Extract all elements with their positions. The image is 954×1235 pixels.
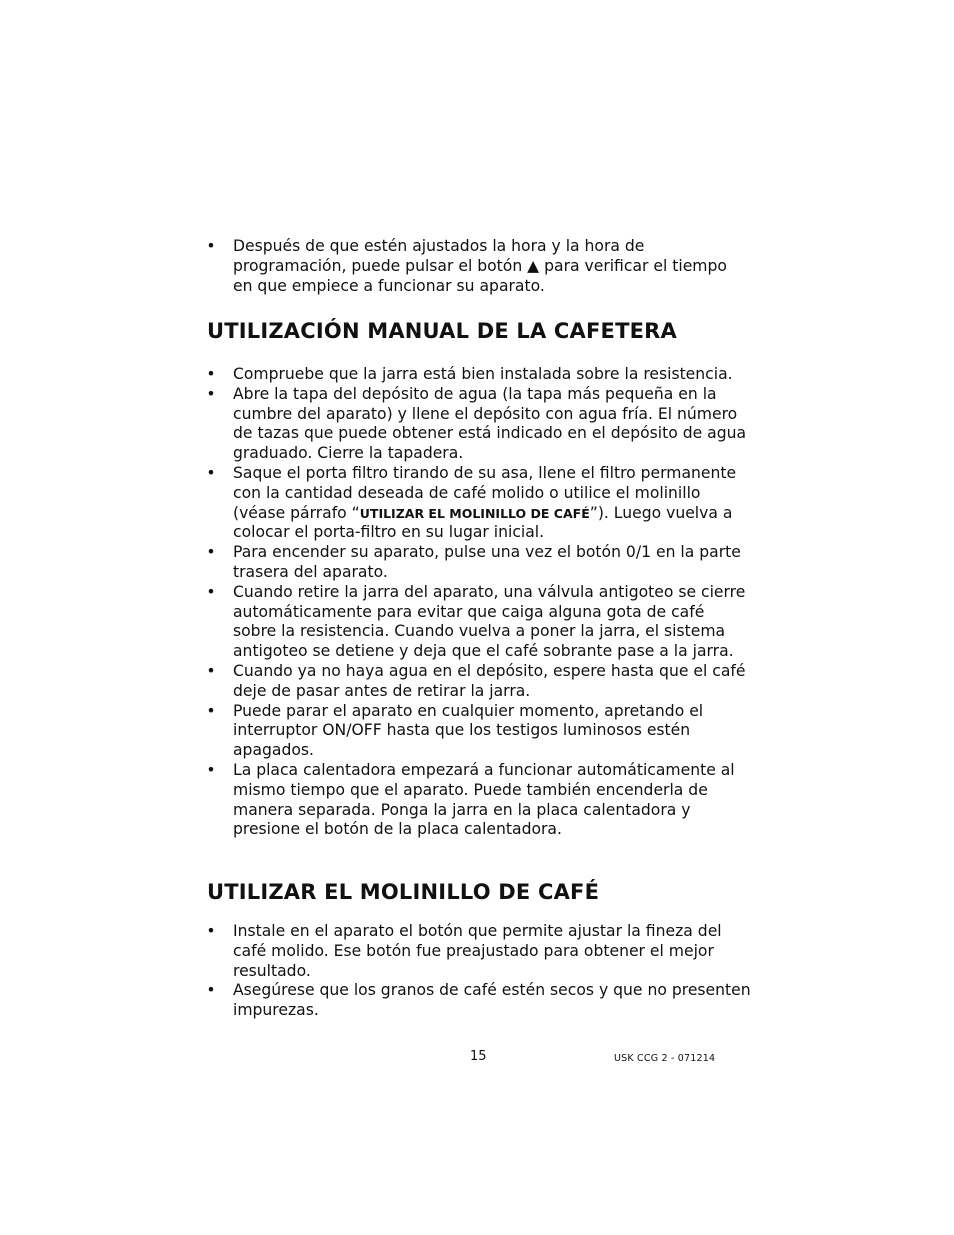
- document-code: USK CCG 2 - 071214: [614, 1053, 716, 1064]
- list-item: • Cuando retire la jarra del aparato, una válvula antigoteo se cierre automáticamente para evitar que caiga alguna gota de café sobre la resistencia. Cuando vuelva a poner la jarra, el sistema antigoteo se detiene y deja que el café sobrante pase a la jarra.: [206, 582, 746, 661]
- list-item: • Asegúrese que los granos de café estén secos y que no presenten impurezas.: [206, 981, 751, 1020]
- page-number: 15: [470, 1049, 487, 1064]
- section-reference: UTILIZAR EL MOLINILLO DE CAFÉ: [359, 505, 590, 521]
- list-item: • Cuando ya no haya agua en el depósito, espere hasta que el café deje de pasar antes de retirar la jarra.: [206, 661, 746, 700]
- list-item: • La placa calentadora empezará a funcionar automáticamente al mismo tiempo que el aparato. Puede también encenderla de manera separada. Ponga la jarra en la placa calentadora y presione el botón de la placa calentadora.: [206, 760, 735, 839]
- manual-use-list: [206, 365, 751, 840]
- list-item: • Compruebe que la jarra está bien instalada sobre la resistencia.: [206, 365, 733, 383]
- list-item: • Saque el porta filtro tirando de su asa, llene el filtro permanente con la cantidad deseada de café molido o utilice el molinillo (véase párrafo “UTILIZAR EL MOLINILLO DE CAFÉ”). Luego vuelva a colocar el porta-filtro en su lugar inicial.: [206, 463, 737, 542]
- list-item: • Puede parar el aparato en cualquier momento, apretando el interruptor ON/OFF hasta que los testigos luminosos estén apagados.: [206, 701, 704, 760]
- list-item: • Instale en el aparato el botón que permite ajustar la fineza del café molido. Ese botón fue preajustado para obtener el mejor resultado.: [206, 922, 722, 980]
- list-item: • Abre la tapa del depósito de agua (la tapa más pequeña en la cumbre del aparato) y llene el depósito con agua fría. El número de tazas que puede obtener está indicado en el depósito de agua graduado. Cierre la tapadera.: [206, 384, 747, 463]
- grinder-list: [206, 922, 751, 1021]
- section-title-manual-use: UTILIZACIÓN MANUAL DE LA CAFETERA: [207, 319, 677, 343]
- list-item: • Para encender su aparato, pulse una vez el botón 0/1 en la parte trasera del aparato.: [206, 543, 741, 581]
- section-title-grinder: UTILIZAR EL MOLINILLO DE CAFÉ: [207, 880, 600, 904]
- list-item: • Después de que estén ajustados la hora y la hora de programación, puede pulsar el botón ▲ para verificar el tiempo en que empiece a funcionar su aparato.: [206, 237, 727, 295]
- intro-list: [206, 237, 751, 296]
